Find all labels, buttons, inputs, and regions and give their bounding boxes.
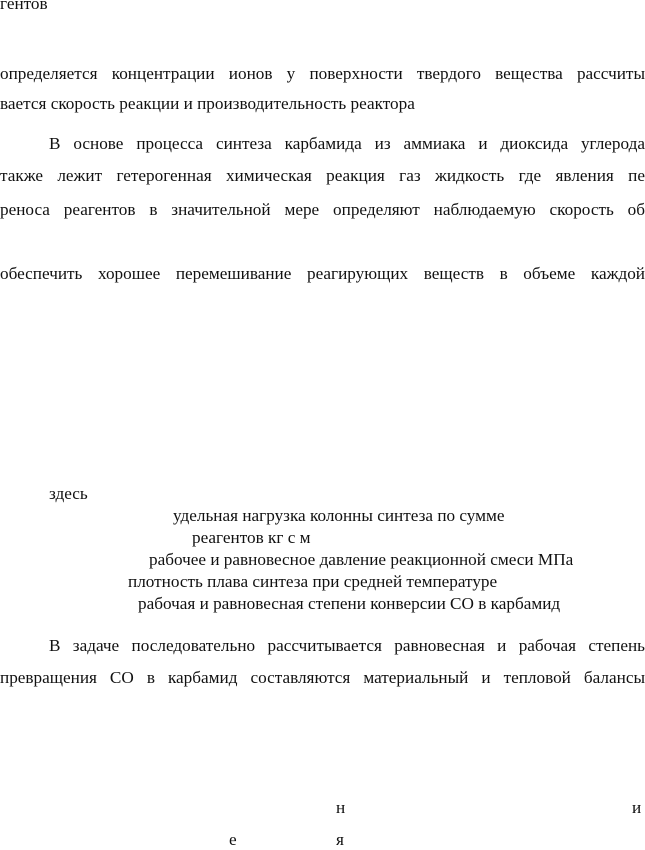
paragraph-start: В основе процесса синтеза карбамида из аммиака и диоксида углерода: [49, 134, 645, 153]
text-line: вается скорость реакции и производительность реактора: [0, 94, 415, 113]
variable-definition: плотность плава синтеза при средней температуре: [128, 572, 498, 591]
text-fragment: я: [336, 830, 344, 849]
variable-definition: реагентов кг с м: [192, 528, 311, 547]
variable-definition: удельная нагрузка колонны синтеза по сумме: [173, 506, 505, 525]
text-fragment: е: [229, 830, 237, 849]
variable-definition: рабочая и равновесная степени конверсии СО в карбамид: [138, 594, 561, 613]
variable-definition: рабочее и равновесное давление реакционной смеси МПа: [149, 550, 574, 569]
text-fragment: н: [336, 798, 346, 817]
paragraph-start: В задаче последовательно рассчитывается равновесная и рабочая степень: [49, 636, 645, 655]
text-line: определяется концентрации ионов у поверхности твердого вещества рассчиты: [0, 64, 645, 83]
text-fragment: и: [632, 798, 642, 817]
text-line: также лежит гетерогенная химическая реакция газ жидкость где явления пе: [0, 166, 645, 185]
where-label: здесь: [49, 484, 88, 503]
text-line: гентов: [0, 0, 48, 13]
text-line: обеспечить хорошее перемешивание реагирующих веществ в объеме каждой: [0, 264, 645, 283]
text-line: превращения СО в карбамид составляются материальный и тепловой балансы: [0, 668, 645, 687]
text-line: реноса реагентов в значительной мере определяют наблюдаемую скорость об: [0, 200, 645, 219]
